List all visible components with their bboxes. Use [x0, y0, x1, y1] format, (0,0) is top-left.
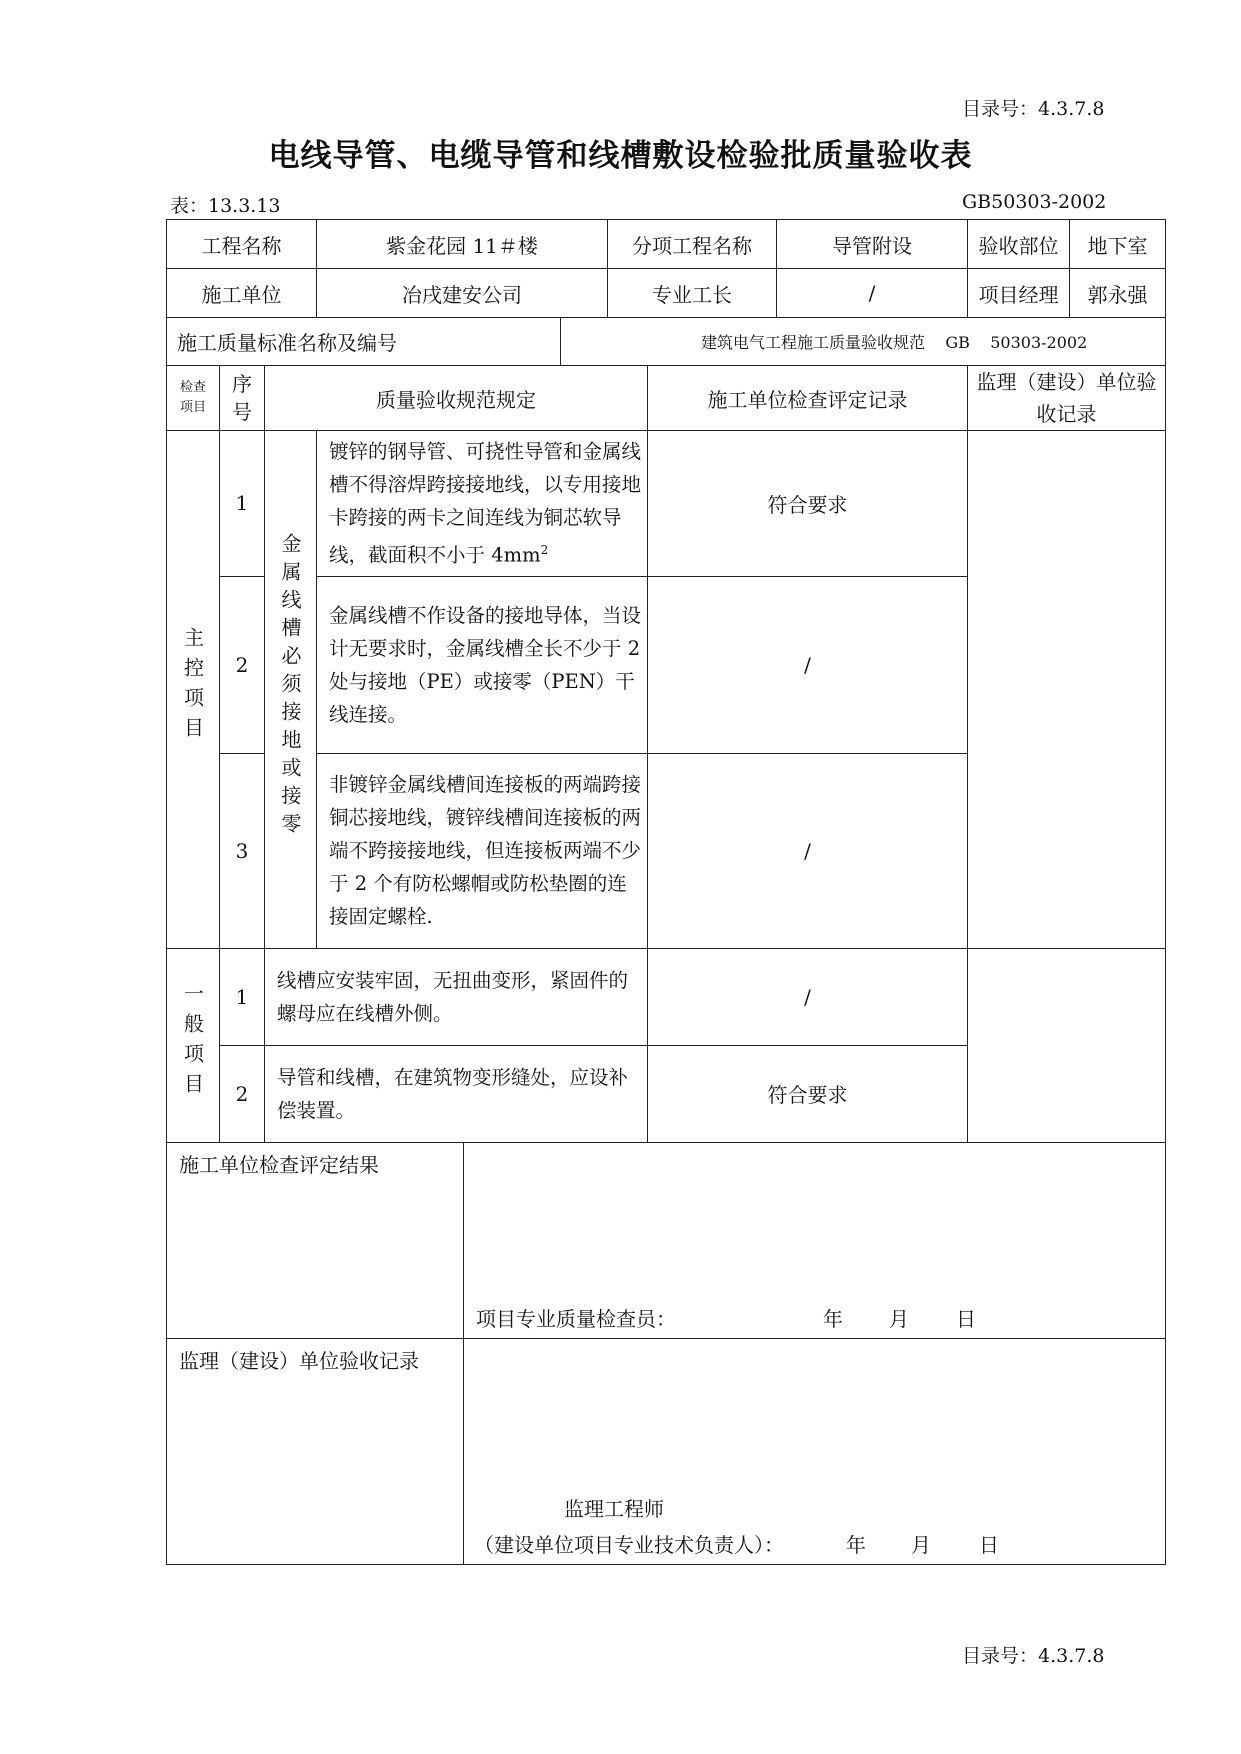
col-check-item: 检查项目: [167, 366, 220, 431]
general-items-label: 一般项目: [167, 948, 220, 1142]
main-item-2-no: 2: [220, 576, 265, 753]
general-item-1-result: /: [648, 948, 968, 1045]
standard-code: GB50303-2002: [962, 191, 1107, 213]
main-item-1-result: 符合要求: [648, 431, 968, 577]
main-group-label: 金属线槽必须接地或接零: [265, 431, 317, 949]
main-item-1-text: 镀锌的钢导管、可挠性导管和金属线槽不得溶焊跨接接地线，以专用接地卡跨接的两卡之间连线为铜芯软导线，截面积不小于 $4mm^2$: [317, 431, 648, 577]
catalog-number-top: 目录号：4.3.7.8: [962, 98, 1105, 120]
contractor-result-label: 施工单位检查评定结果: [167, 1142, 464, 1338]
manager-label: 项目经理: [968, 269, 1070, 318]
supervisor-month: 月: [911, 1532, 931, 1557]
inspection-form-table: [166, 219, 1166, 1565]
general-item-1-no: 1: [220, 948, 265, 1045]
main-items-label: 主控项目: [167, 431, 220, 949]
contractor-signature-line: [476, 1303, 1096, 1332]
contractor-day: 日: [956, 1306, 976, 1331]
project-name-label: 工程名称: [167, 220, 317, 269]
supervisor-engineer: 监理工程师: [564, 1496, 664, 1521]
main-item-2-text: 金属线槽不作设备的接地导体，当设计无要求时，金属线槽全长不少于 2 处与接地（PE）或接零（PEN）干线连接。: [317, 576, 648, 753]
contractor-month: 月: [889, 1306, 909, 1331]
owner-label: （建设单位项目专业技术负责人）：: [474, 1532, 784, 1557]
main-item-1-no: 1: [220, 431, 265, 577]
general-item-1-text: 线槽应安装牢固，无扭曲变形，紧固件的螺母应在线槽外侧。: [265, 948, 648, 1045]
main-item-3-result: /: [648, 753, 968, 948]
supervisor-result-label: 监理（建设）单位验收记录: [167, 1338, 464, 1564]
contractor-value: 冶戌建安公司: [317, 269, 608, 318]
main-supervisor-cell: [968, 431, 1166, 949]
supervisor-result-cell: [464, 1338, 1166, 1564]
catalog-number-bottom: 目录号：4.3.7.8: [962, 1645, 1105, 1667]
general-item-2-text: 导管和线槽，在建筑物变形缝处，应设补偿装置。: [265, 1045, 648, 1142]
standard-no: GB 50303-2002: [945, 333, 1088, 352]
manager-value: 郭永强: [1070, 269, 1166, 318]
standard-name: 建筑电气工程施工质量验收规范: [701, 333, 926, 352]
supervisor-signature-line: [474, 1529, 1094, 1558]
general-item-2-no: 2: [220, 1045, 265, 1142]
subitem-value: 导管附设: [777, 220, 968, 269]
standard-label: 施工质量标准名称及编号: [167, 318, 561, 366]
main-item-3-no: 3: [220, 753, 265, 948]
supervisor-day: 日: [979, 1532, 999, 1557]
project-name-value: 紫金花园 11＃楼: [317, 220, 608, 269]
col-contractor-record: 施工单位检查评定记录: [648, 366, 968, 431]
general-item-2-result: 符合要求: [648, 1045, 968, 1142]
general-supervisor-cell: [968, 948, 1166, 1142]
standard-value: [561, 318, 1166, 366]
part-value: 地下室: [1070, 220, 1166, 269]
col-supervisor-record: 监理（建设）单位验收记录: [968, 366, 1166, 431]
table-number: 表：13.3.13: [170, 195, 281, 217]
col-spec: 质量验收规范规定: [265, 366, 648, 431]
form-title: 电线导管、电缆导管和线槽敷设检验批质量验收表: [268, 138, 973, 174]
contractor-year: 年: [823, 1306, 843, 1331]
col-seq: 序号: [220, 366, 265, 431]
subitem-label: 分项工程名称: [608, 220, 777, 269]
main-item-2-result: /: [648, 576, 968, 753]
supervisor-year: 年: [846, 1532, 866, 1557]
inspector-label: 项目专业质量检查员：: [476, 1306, 676, 1331]
contractor-label: 施工单位: [167, 269, 317, 318]
part-label: 验收部位: [968, 220, 1070, 269]
foreman-label: 专业工长: [608, 269, 777, 318]
contractor-result-cell: [464, 1142, 1166, 1338]
foreman-value: /: [777, 269, 968, 318]
main-item-3-text: 非镀锌金属线槽间连接板的两端跨接铜芯接地线，镀锌线槽间连接板的两端不跨接接地线，但连接板两端不少于 2 个有防松螺帽或防松垫圈的连接固定螺栓.: [317, 753, 648, 948]
